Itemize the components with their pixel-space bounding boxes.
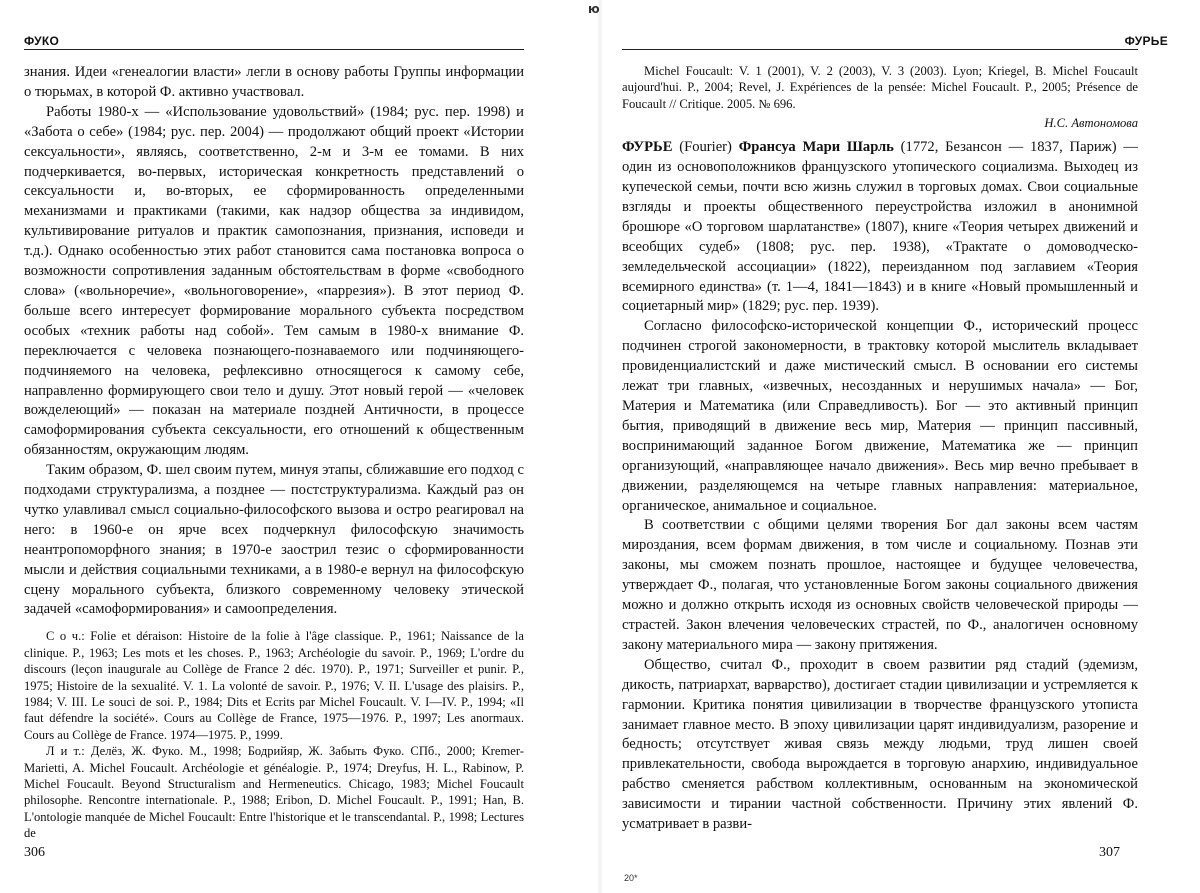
right-header-rule [622, 49, 1138, 50]
left-paragraph-1: знания. Идеи «генеалогии власти» легли в основу работы Группы информации о тюрьмах, в которой Ф. активно участвовал. [24, 64, 524, 100]
right-running-head: ФУРЬЕ [1124, 34, 1168, 48]
literature-label: Л и т.: [46, 744, 85, 759]
left-paragraph-2: Работы 1980-х — «Использование удовольствий» (1984; рус. пер. 1998) и «Забота о себе» (1984; рус. пер. 2004) — продолжают общий проект «Истории сексуальности», являясь, соответственно, 2-м и 3-м ее томами. В них подчеркивается, во-первых, историческая конкретность представлений о сексуальности и, во-вторых, ее сформированность определенными механизмами и практиками (такими, как надзор общества за индивидом, культивирование ритуалов и практик самопознания, признания, исповеди и т.д.). Однако особенностью этих работ становится сама постановка вопроса о возможности сопротивления заданным обстоятельствам в форме «свободного слова» («вольноречие», «вольноговорение», «паррезия»). В этот период Ф. больше всего интересует формирование морального субъекта посредством особых «техник работы над собой». Тем самым в 1980-х внимание Ф. переключается с человека познающего-познаваемого или подчиняющего-подчиняемого на человека, рефлексивно относящегося к самому себе, направленно формирующего свои тело и душу. Этот новый герой — «человек вожделеющий» — показан на материале поздней Античности, в процессе самоформирования субъекта сексуальности, его отношений к общественным обязанностям, окружающим людям. [24, 103, 524, 459]
literature-list [24, 743, 524, 841]
right-text-column [622, 63, 1138, 835]
author-signature: Н.С. Автономова [1044, 116, 1138, 131]
left-paragraph-3: Таким образом, Ф. шел своим путем, минуя этапы, сближавшие его подход с подходами структурализма, а позднее — постструктурализма. Каждый раз он чутко улавливал смысл социально-философского вызова и остро реагировал на него: в 1960-е он ярче всех подчеркнул философскую значимость неантропоморфного знания; в 1970-е заострил тезис о сформированности мысли и действия социальными техниками, а в 1980-е вернул на философскую сцену морального субъекта, близкого современному человеку этической задачей «самоформирования» и самоопределения. [24, 462, 524, 618]
right-page [600, 0, 1200, 893]
literature-text: Делёз, Ж. Фуко. М., 1998; Бодрийяр, Ж. Забыть Фуко. СПб., 2000; Kremer-Marietti, A. Michel Foucault. Archéologie et généalogie. P., 1974; Dreyfus, H. L., Rabinow, P. Michel Foucault. Beyond Structuralism and Hermeneutics. Chicago, 1983; Michel Foucault philosophe. Rencontre internationale. P., 1988; Eribon, D. Michel Foucault. P., 1991; Han, B. L'ontologie manquée de Michel Foucault: Entre l'historique et le transcendantal. P., 1998; Lectures de [24, 744, 524, 841]
literature-continuation: Michel Foucault: V. 1 (2001), V. 2 (2003), V. 3 (2003). Lyon; Kriegel, B. Michel Foucault aujourd'hui. P., 2004; Revel, J. Expériences de la pensée: Michel Foucault. P., 2005; Présence de Foucault // Critique. 2005. № 696. [622, 64, 1138, 111]
entry-original-name: (Fourier) [679, 139, 732, 156]
left-page-number: 306 [24, 845, 45, 860]
left-header-rule [24, 49, 524, 50]
right-page-number: 307 [1099, 845, 1120, 860]
left-running-head: ФУКО [24, 34, 60, 48]
entry-headword: ФУРЬЕ [622, 139, 673, 156]
right-paragraph-2: В соответствии с общими целями творения Бог дал законы всем частям мироздания, всем формам движения, в том числе и социальному. Познав эти законы, мы сможем познать прошлое, настоящее и будущее человечества, утверждает Ф., полагая, что установленные Богом законы социального движения можно и должно открыть исходя из основных свойств человеческой природы — страстей. Закон влечения человеческих страстей, по Ф., аналогичен основному закону материального мира — закону притяжения. [622, 517, 1138, 653]
gutter-mark: ю [588, 2, 600, 16]
works-text: Folie et déraison: Histoire de la folie à l'âge classique. P., 1961; Naissance de la clinique. P., 1963; Les mots et les choses. P., 1963; Archéologie du savoir. P., 1969; L'ordre du discours (leçon inaugurale au Collège de France 2 déc. 1970). P., 1971; Surveiller et punir. P., 1975; Histoire de la sexualité. V. 1. La volonté de savoir. P., 1976; V. II. L'usage des plaisirs. P., 1984; V. III. Le souci de soi. P., 1984; Dits et Ecrits par Michel Foucault. V. I—IV. P., 1994; «Il faut défendre la société». Cours au Collège de France, 1975—1976. P., 1997; Les anormaux. Cours au Collège de France. 1974—1975. P., 1999. [24, 629, 525, 742]
entry-lead-paragraph [622, 138, 1138, 317]
right-paragraph-1: Согласно философско-исторической концепции Ф., исторический процесс подчинен строгой закономерности, в трактовку которой мыслитель вкладывает провиденциалистский и даже мистический смысл. В основании его системы лежат три главных, «извечных, несозданных и нерушимых начала» — Бог, Материя и Математика (или Справедливость). Бог — это активный принцип бытия, приводящий в движение весь мир, Материя — принцип пассивный, воспринимающий заданное Богом движение, Математика же — принцип организующий, «направляющее начало движения». Весь мир вечно пребывает в движении, разделяющемся на четыре главных направления: материальное, органическое, анимальное и социальное. [622, 318, 1138, 514]
works-list [24, 628, 524, 743]
right-paragraph-3: Общество, считал Ф., проходит в своем развитии ряд стадий (эдемизм, дикость, патриархат, варварство), достигает стадии цивилизации и устремляется к гармонии. Критика понятия цивилизации в творчестве французского утописта занимает главное место. В эпоху цивилизации царят индивидуализм, разорение и бедность; отсутствует живая связь между людьми, труд лишен своей привлекательности, свобода вырождается в торговую анархию, индивидуальное рабство сменяется рабством коллективным, основанным на экономической зависимости и тирании частной собственности. Причину этих явлений Ф. усматривает в разви- [622, 656, 1138, 833]
works-label: С о ч.: [46, 629, 85, 644]
printer-signature-mark: 20* [624, 873, 638, 883]
entry-lead-text: (1772, Безансон — 1837, Париж) — один из основоположников французского утопического социализма. Выходец из купеческой семьи, почти всю жизнь служил в торговых домах. Свои социальные взгляды и проекты общественного переустройства изложил в анонимной брошюре «О торговом шарлатанстве» (1807), книге «Теория четырех движений и всеобщих судеб» (1808; рус. пер. 1938), «Трактате о домоводческо-земледельческой ассоциации» (1822), переизданном под заглавием «Теория всемирного единства» (т. 1—4, 1841—1843) и в книге «Новый промышленный и социетарный мир» (1829; рус. пер. 1939). [622, 139, 1138, 315]
left-text-column [24, 63, 524, 842]
entry-full-name: Франсуа Мари Шарль [738, 139, 894, 156]
